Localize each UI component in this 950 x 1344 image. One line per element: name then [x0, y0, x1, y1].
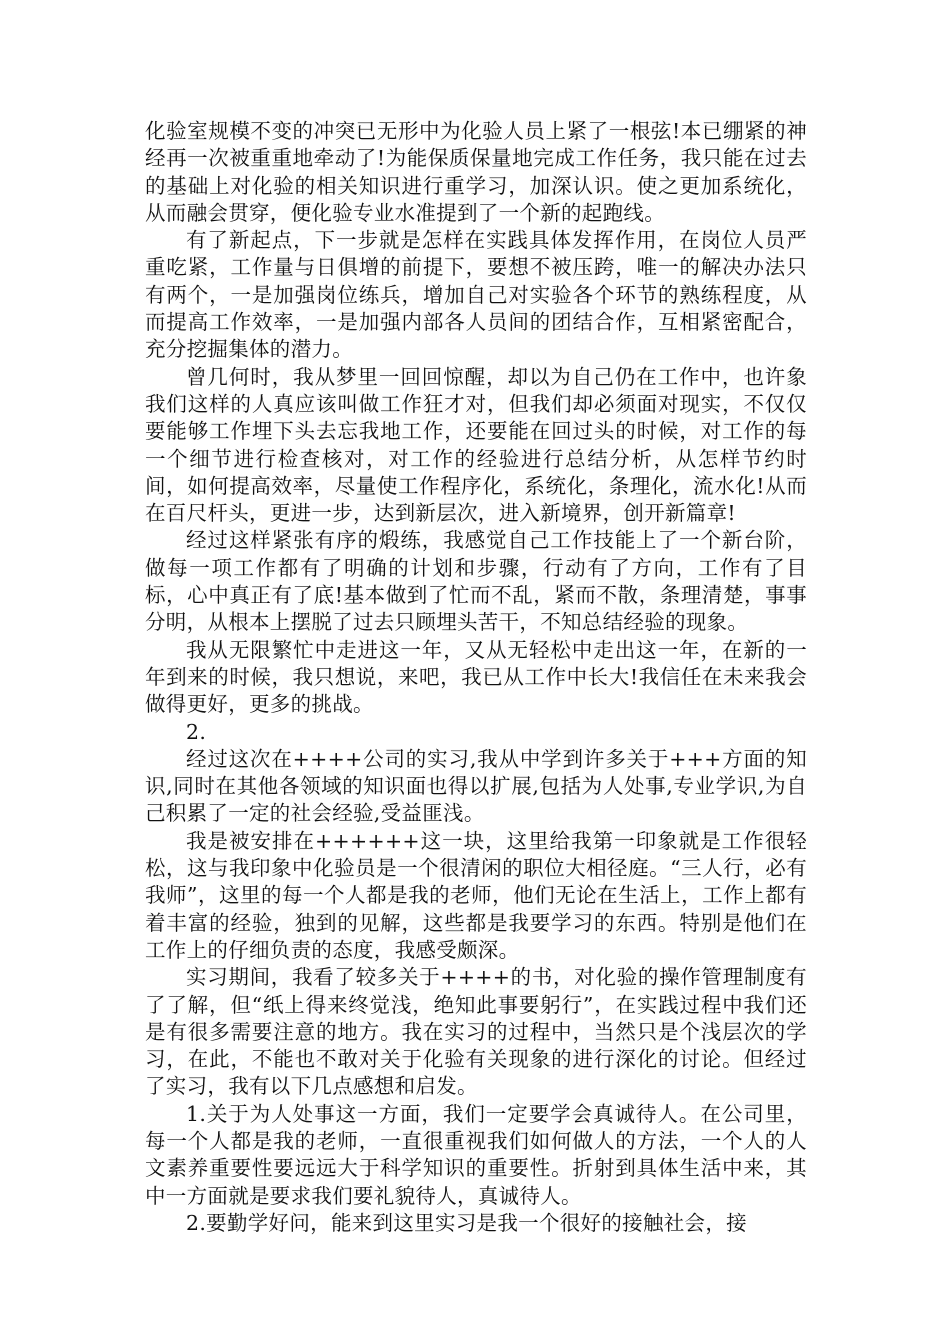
numbered-point: 1.关于为人处事这一方面，我们一定要学会真诚待人。在公司里，每一个人都是我的老师，一直很重视我们如何做人的方法，一个人的人文素养重要性要远远大于科学知识的重要性。折射到具体生活中来，其中一方面就是要求我们要礼貌待人，真诚待人。 — [145, 1101, 807, 1208]
paragraph: 我是被安排在++++++这一块，这里给我第一印象就是工作很轻松，这与我印象中化验员是一个很清闲的职位大相径庭。“三人行，必有我师”，这里的每一个人都是我的老师，他们无论在生活上，工作上都有着丰富的经验，独到的见解，这些都是我要学习的东西。特别是他们在工作上的仔细负责的态度，我感受颇深。 — [145, 828, 807, 962]
paragraph: 我从无限繁忙中走进这一年，又从无轻松中走出这一年，在新的一年到来的时候，我只想说，来吧，我已从工作中长大!我信任在未来我会做得更好，更多的挑战。 — [145, 637, 807, 717]
paragraph: 有了新起点，下一步就是怎样在实践具体发挥作用，在岗位人员严重吃紧，工作量与日俱增的前提下，要想不被压跨，唯一的解决办法只有两个，一是加强岗位练兵，增加自己对实验各个环节的熟练程度，从而提高工作效率，一是加强内部各人员间的团结合作，互相紧密配合，充分挖掘集体的潜力。 — [145, 228, 807, 362]
paragraph: 经过这次在++++公司的实习,我从中学到许多关于+++方面的知识,同时在其他各领域的知识面也得以扩展,包括为人处事,专业学识,为自己积累了一定的社会经验,受益匪浅。 — [145, 746, 807, 826]
paragraph-continuation: 化验室规模不变的冲突已无形中为化验人员上紧了一根弦!本已绷紧的神经再一次被重重地牵动了!为能保质保量地完成工作任务，我只能在过去的基础上对化验的相关知识进行重学习，加深认识。使之更加系统化，从而融会贯穿，便化验专业水准提到了一个新的起跑线。 — [145, 119, 807, 225]
paragraph: 经过这样紧张有序的煅练，我感觉自己工作技能上了一个新台阶，做每一项工作都有了明确的计划和步骤，行动有了方向，工作有了目标，心中真正有了底!基本做到了忙而不乱，紧而不散，条理清楚，事事分明，从根本上摆脱了过去只顾埋头苦干，不知总结经验的现象。 — [145, 528, 807, 635]
paragraph: 实习期间，我看了较多关于++++的书，对化验的操作管理制度有了了解，但“纸上得来终觉浅，绝知此事要躬行”，在实践过程中我们还是有很多需要注意的地方。我在实习的过程中，当然只是个浅层次的学习，在此，不能也不敢对关于化验有关现象的进行深化的讨论。但经过了实习，我有以下几点感想和启发。 — [145, 965, 807, 1099]
document-body — [145, 118, 807, 1237]
section-number: 2. — [186, 719, 207, 744]
numbered-point: 2.要勤学好问，能来到这里实习是我一个很好的接触社会，接 — [186, 1210, 747, 1235]
paragraph: 曾几何时，我从梦里一回回惊醒，却以为自己仍在工作中，也许象我们这样的人真应该叫做工作狂才对，但我们却必须面对现实，不仅仅要能够工作埋下头去忘我地工作，还要能在回过头的时候，对工作的每一个细节进行检查核对，对工作的经验进行总结分析，从怎样节约时间，如何提高效率，尽量使工作程序化，系统化，条理化，流水化!从而在百尺杆头，更进一步，达到新层次，进入新境界，创开新篇章! — [145, 364, 807, 526]
